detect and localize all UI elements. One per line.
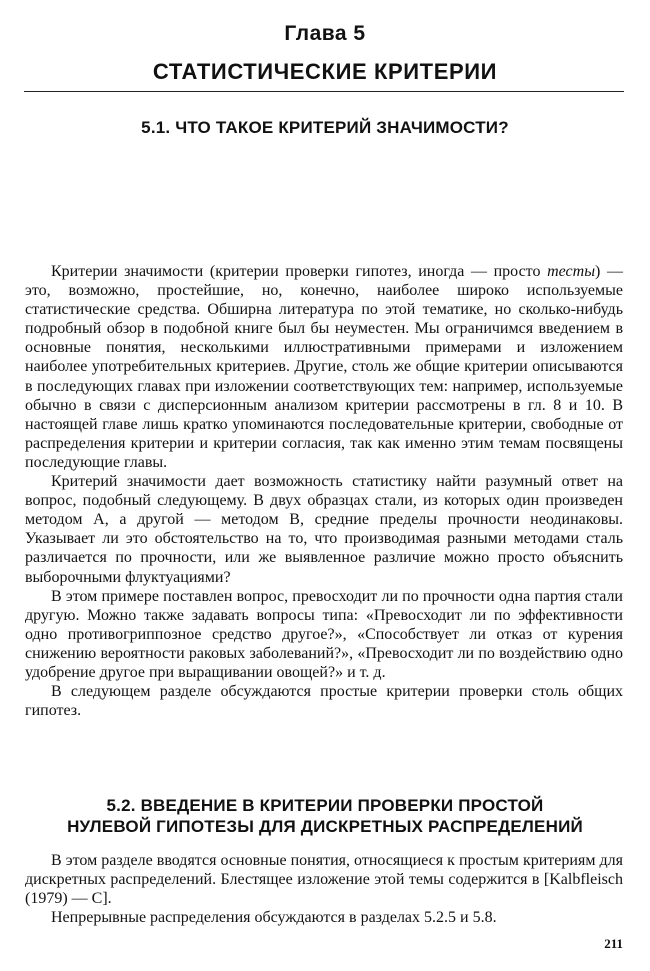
paragraph: Критерий значимости дает возможность статистику найти разумный ответ на вопрос, подобный следующему. В двух образцах стали, из которых один произведен методом А, а другой — методом В, средние пределы прочности неодинаковы. Указывает ли это обстоятельство на то, что производимая разными методами сталь различается по прочности, или же выявленное различие можно просто объяснить выборочными флуктуациями?: [25, 473, 623, 586]
section-heading-5-1: 5.1. ЧТО ТАКОЕ КРИТЕРИЙ ЗНАЧИМОСТИ?: [141, 118, 509, 137]
paragraph: В следующем разделе обсуждаются простые критерии проверки столь общих гипотез.: [25, 683, 623, 720]
page-number: 211: [604, 936, 623, 951]
section-heading-5-2: [0, 795, 650, 837]
paragraph: В этом примере поставлен вопрос, превосходит ли по прочности одна партия стали другую. Можно также задавать вопросы типа: «Превосходит ли по эффективности одно противогриппозное средство другое?», «Способствует ли отказ от курения снижению вероятности раковых заболеваний?», «Превосходит ли по воздействию одно удобрение другое при выращивании овощей?» и т. д.: [25, 587, 623, 681]
section-5-2-body: [25, 851, 623, 927]
paragraph: В этом разделе вводятся основные понятия, относящиеся к простым критериям для дискретных распределений. Блестящее изложение этой темы содержится в [Kalbfleisch (1979) — С].: [25, 852, 623, 908]
paragraph: Непрерывные распределения обсуждаются в разделах 5.2.5 и 5.8.: [51, 909, 497, 927]
chapter-title: СТАТИСТИЧЕСКИЕ КРИТЕРИИ: [152, 59, 498, 84]
emphasized-term: тесты: [547, 263, 596, 280]
chapter-label: Глава 5: [284, 22, 366, 45]
chapter-title-rule: [24, 91, 624, 92]
section-heading-line: 5.2. ВВЕДЕНИЕ В КРИТЕРИИ ПРОВЕРКИ ПРОСТОЙ: [106, 796, 544, 815]
paragraph: [25, 262, 623, 472]
section-heading-line: НУЛЕВОЙ ГИПОТЕЗЫ ДЛЯ ДИСКРЕТНЫХ РАСПРЕДЕЛЕНИЙ: [67, 817, 583, 836]
paragraph-text: ) — это, возможно, простейшие, но, конечно, наиболее широко используемые статистические средства. Обширна литература по этой тематике, но сколько-нибудь подробный обзор в подобной книге был бы неуместен. Мы ограничимся введением в основные понятия, несколькими иллюстративными примерами и изложением наиболее употребительных критериев. Другие, столь же общие критерии описываются в последующих главах при изложении соответствующих тем: например, используемые обычно в связи с дисперсионным анализом критерии рассмотрены в гл. 8 и 10. В настоящей главе лишь кратко упоминаются последовательные критерии, свободные от распределения критерии и критерии согласия, так как именно этим темам посвящены последующие главы.: [25, 263, 623, 471]
paragraph-text: Критерии значимости (критерии проверки гипотез, иногда — просто: [51, 263, 548, 280]
section-5-1-body: [25, 262, 623, 720]
